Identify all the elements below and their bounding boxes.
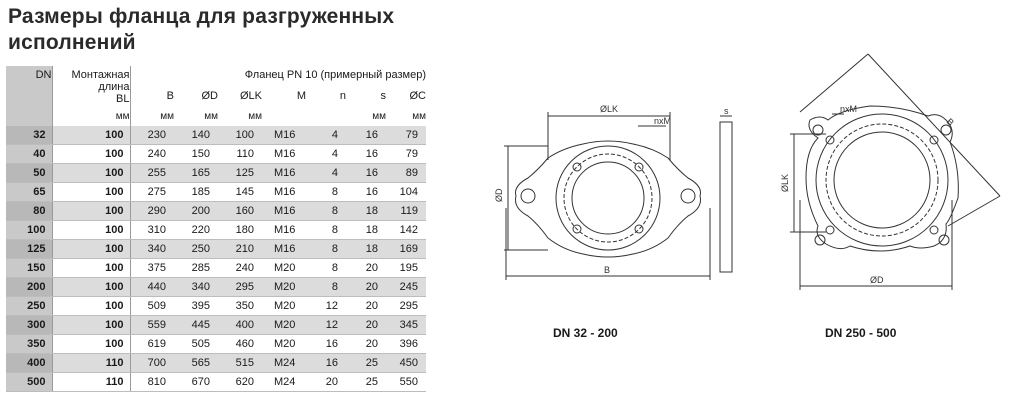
cell-dn: 80 xyxy=(6,202,52,221)
cell-m: M16 xyxy=(262,145,306,164)
table-row xyxy=(6,335,426,354)
cell-dn: 300 xyxy=(6,316,52,335)
cell-b: 275 xyxy=(130,183,174,202)
cell-bl: 100 xyxy=(52,126,130,145)
cell-s: 16 xyxy=(346,164,386,183)
square-hole-7 xyxy=(815,235,825,245)
cell-c: 119 xyxy=(386,202,426,221)
cell-m: M16 xyxy=(262,183,306,202)
table-row xyxy=(6,240,426,259)
cell-n: 16 xyxy=(306,335,346,354)
cell-lk: 515 xyxy=(218,354,262,373)
dim-s-label-1: s xyxy=(724,106,729,116)
cell-s: 16 xyxy=(346,183,386,202)
cell-d: 140 xyxy=(174,126,218,145)
cell-d: 340 xyxy=(174,278,218,297)
cell-lk: 180 xyxy=(218,221,262,240)
oval-hole-4 xyxy=(635,225,643,233)
cell-s: 18 xyxy=(346,221,386,240)
col-header-d: ØD xyxy=(201,90,218,102)
table-row xyxy=(6,354,426,373)
oval-ring-inner xyxy=(572,162,644,234)
dim-d-label-1: ØD xyxy=(494,188,504,202)
drawing-caption-dn32-200: DN 32 - 200 xyxy=(553,326,618,340)
col-header-m: M xyxy=(296,90,306,102)
table-row xyxy=(6,373,426,392)
unit-d: мм xyxy=(204,111,218,122)
cell-bl: 100 xyxy=(52,316,130,335)
unit-b: мм xyxy=(160,111,174,122)
cell-dn: 250 xyxy=(6,297,52,316)
cell-s: 18 xyxy=(346,240,386,259)
cell-m: M24 xyxy=(262,373,306,392)
cell-lk: 160 xyxy=(218,202,262,221)
flange-dimensions-table xyxy=(6,66,426,392)
cell-n: 12 xyxy=(306,316,346,335)
cell-m: M16 xyxy=(262,202,306,221)
title-line-1: Размеры фланца для разгруженных xyxy=(8,5,395,28)
dim-b-label-2: B xyxy=(944,116,956,128)
cell-bl: 100 xyxy=(52,145,130,164)
col-header-lk: ØLK xyxy=(239,90,262,102)
cell-b: 340 xyxy=(130,240,174,259)
cell-c: 79 xyxy=(386,126,426,145)
cell-c: 450 xyxy=(386,354,426,373)
col-header-b: B xyxy=(166,90,174,102)
table-row xyxy=(6,183,426,202)
square-ring-pcd xyxy=(826,124,938,236)
cell-b: 290 xyxy=(130,202,174,221)
cell-lk: 620 xyxy=(218,373,262,392)
table-row xyxy=(6,316,426,335)
cell-lk: 100 xyxy=(218,126,262,145)
cell-n: 4 xyxy=(306,145,346,164)
cell-n: 4 xyxy=(306,164,346,183)
cell-b: 240 xyxy=(130,145,174,164)
unit-c: мм xyxy=(412,111,426,122)
cell-dn: 400 xyxy=(6,354,52,373)
cell-n: 16 xyxy=(306,354,346,373)
cell-b: 310 xyxy=(130,221,174,240)
cell-dn: 40 xyxy=(6,145,52,164)
cell-lk: 400 xyxy=(218,316,262,335)
square-ring-outer xyxy=(816,114,948,246)
col-header-bl xyxy=(52,66,130,108)
cell-m: M16 xyxy=(262,221,306,240)
unit-bl: мм xyxy=(52,108,130,126)
cell-b: 700 xyxy=(130,354,174,373)
cell-b: 230 xyxy=(130,126,174,145)
cell-d: 395 xyxy=(174,297,218,316)
cell-b: 440 xyxy=(130,278,174,297)
cell-bl: 100 xyxy=(52,335,130,354)
square-hole-4 xyxy=(930,226,938,234)
units-row xyxy=(6,108,426,126)
oval-bolt-right xyxy=(681,189,695,203)
table-row xyxy=(6,259,426,278)
flange-drawing-oval xyxy=(488,98,758,298)
table-body xyxy=(6,126,426,392)
cell-lk: 460 xyxy=(218,335,262,354)
cell-d: 220 xyxy=(174,221,218,240)
cell-dn: 150 xyxy=(6,259,52,278)
unit-s: мм xyxy=(372,111,386,122)
cell-c: 550 xyxy=(386,373,426,392)
cell-n: 8 xyxy=(306,259,346,278)
page-title xyxy=(8,4,394,56)
cell-d: 250 xyxy=(174,240,218,259)
cell-lk: 240 xyxy=(218,259,262,278)
cell-lk: 210 xyxy=(218,240,262,259)
cell-d: 505 xyxy=(174,335,218,354)
table-row xyxy=(6,164,426,183)
col-header-dn: DN xyxy=(6,66,52,108)
flange-group-header: Фланец PN 10 (примерный размер) xyxy=(244,69,426,81)
cell-s: 20 xyxy=(346,335,386,354)
table-row xyxy=(6,126,426,145)
cell-b: 619 xyxy=(130,335,174,354)
cell-dn: 500 xyxy=(6,373,52,392)
cell-d: 150 xyxy=(174,145,218,164)
cell-bl: 110 xyxy=(52,354,130,373)
cell-m: M20 xyxy=(262,278,306,297)
cell-d: 285 xyxy=(174,259,218,278)
cell-d: 200 xyxy=(174,202,218,221)
square-ring-inner xyxy=(834,132,930,228)
cell-n: 8 xyxy=(306,240,346,259)
cell-b: 810 xyxy=(130,373,174,392)
cell-dn: 125 xyxy=(6,240,52,259)
cell-n: 8 xyxy=(306,202,346,221)
cell-bl: 100 xyxy=(52,183,130,202)
cell-n: 8 xyxy=(306,183,346,202)
cell-b: 509 xyxy=(130,297,174,316)
cell-c: 195 xyxy=(386,259,426,278)
cell-c: 345 xyxy=(386,316,426,335)
cell-c: 104 xyxy=(386,183,426,202)
cell-c: 396 xyxy=(386,335,426,354)
table-row xyxy=(6,278,426,297)
dim-lk-label-1: ØLK xyxy=(600,104,619,114)
cell-m: M20 xyxy=(262,259,306,278)
cell-c: 295 xyxy=(386,297,426,316)
cell-b: 559 xyxy=(130,316,174,335)
cell-dn: 32 xyxy=(6,126,52,145)
dim-nxm-label-2: nxM xyxy=(840,104,858,114)
cell-d: 185 xyxy=(174,183,218,202)
cell-m: M20 xyxy=(262,316,306,335)
cell-lk: 125 xyxy=(218,164,262,183)
cell-s: 16 xyxy=(346,126,386,145)
cell-s: 20 xyxy=(346,316,386,335)
cell-bl: 110 xyxy=(52,373,130,392)
cell-d: 445 xyxy=(174,316,218,335)
col-header-bl-2: длина xyxy=(98,81,130,93)
cell-bl: 100 xyxy=(52,259,130,278)
table-row xyxy=(6,221,426,240)
table-row xyxy=(6,202,426,221)
cell-s: 18 xyxy=(346,202,386,221)
oval-hole-1 xyxy=(573,163,581,171)
table-row xyxy=(6,145,426,164)
cell-bl: 100 xyxy=(52,278,130,297)
cell-dn: 50 xyxy=(6,164,52,183)
cell-s: 20 xyxy=(346,297,386,316)
cell-m: M20 xyxy=(262,297,306,316)
cell-dn: 350 xyxy=(6,335,52,354)
cell-d: 565 xyxy=(174,354,218,373)
dim-b-label-1: B xyxy=(604,265,611,275)
col-header-n: n xyxy=(339,90,346,102)
drawing-caption-dn250-500: DN 250 - 500 xyxy=(825,326,897,340)
square-hole-3 xyxy=(826,226,834,234)
cell-b: 375 xyxy=(130,259,174,278)
cell-c: 169 xyxy=(386,240,426,259)
cell-m: M16 xyxy=(262,240,306,259)
cell-c: 79 xyxy=(386,145,426,164)
cell-s: 20 xyxy=(346,259,386,278)
oval-bolt-left xyxy=(521,189,535,203)
cell-bl: 100 xyxy=(52,202,130,221)
cell-s: 25 xyxy=(346,373,386,392)
cell-n: 8 xyxy=(306,278,346,297)
flange-drawing-square xyxy=(770,50,1020,300)
cell-bl: 100 xyxy=(52,164,130,183)
cell-s: 25 xyxy=(346,354,386,373)
dim-d-label-2: ØD xyxy=(870,275,884,285)
col-header-bl-1: Монтажная xyxy=(71,69,130,81)
unit-lk: мм xyxy=(248,111,262,122)
cell-m: M24 xyxy=(262,354,306,373)
col-header-s: s xyxy=(380,90,386,102)
table-row xyxy=(6,297,426,316)
cell-dn: 200 xyxy=(6,278,52,297)
oval-ring-pcd xyxy=(564,154,652,242)
cell-lk: 350 xyxy=(218,297,262,316)
oval-flange-outline xyxy=(516,141,701,257)
cell-b: 255 xyxy=(130,164,174,183)
cell-bl: 100 xyxy=(52,240,130,259)
col-header-c: ØC xyxy=(409,90,426,102)
cell-bl: 100 xyxy=(52,297,130,316)
dim-nxm-label-1: nxM xyxy=(654,116,672,126)
cell-lk: 145 xyxy=(218,183,262,202)
cell-dn: 65 xyxy=(6,183,52,202)
cell-dn: 100 xyxy=(6,221,52,240)
cell-c: 89 xyxy=(386,164,426,183)
cell-lk: 110 xyxy=(218,145,262,164)
cell-m: M16 xyxy=(262,126,306,145)
cell-m: M20 xyxy=(262,335,306,354)
cell-c: 245 xyxy=(386,278,426,297)
cell-s: 20 xyxy=(346,278,386,297)
cell-d: 670 xyxy=(174,373,218,392)
square-flange-outline xyxy=(806,106,958,251)
cell-n: 12 xyxy=(306,297,346,316)
cell-n: 8 xyxy=(306,221,346,240)
cell-bl: 100 xyxy=(52,221,130,240)
dim-lk-label-2: ØLK xyxy=(780,173,790,192)
table-header-row xyxy=(6,66,426,84)
cell-n: 20 xyxy=(306,373,346,392)
title-line-2: исполнений xyxy=(8,31,136,54)
cell-d: 165 xyxy=(174,164,218,183)
cell-m: M16 xyxy=(262,164,306,183)
flange-side-view xyxy=(720,122,732,272)
cell-n: 4 xyxy=(306,126,346,145)
cell-s: 16 xyxy=(346,145,386,164)
col-header-bl-3: BL xyxy=(116,93,130,105)
cell-lk: 295 xyxy=(218,278,262,297)
cell-c: 142 xyxy=(386,221,426,240)
